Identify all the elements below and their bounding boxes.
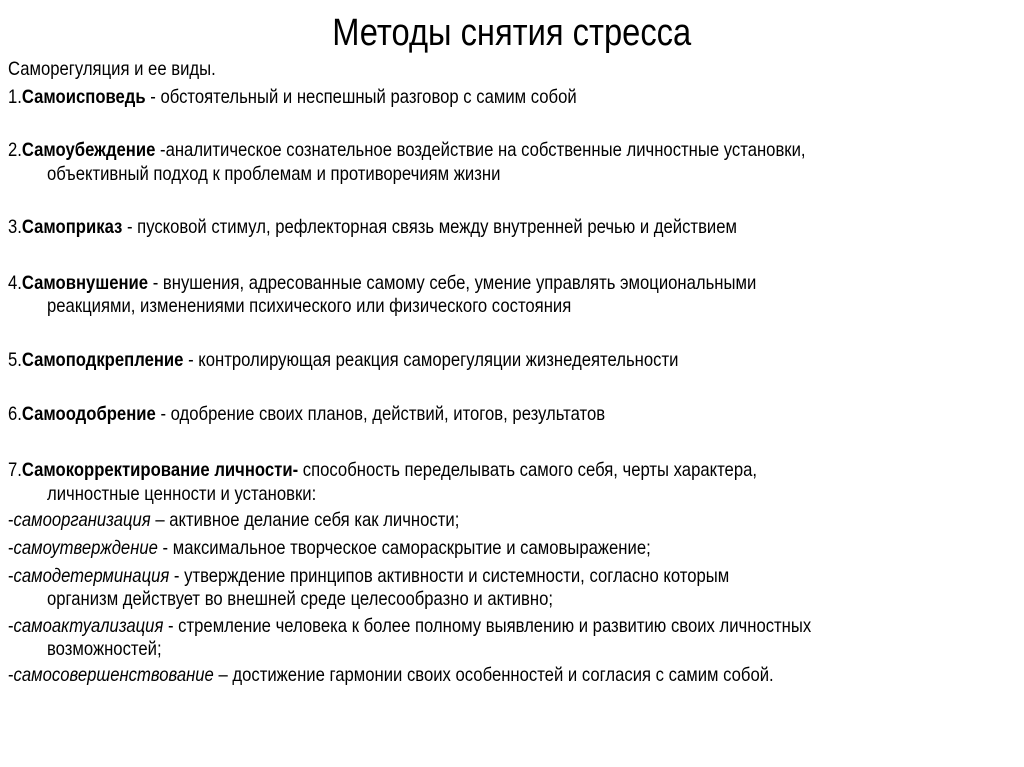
- subitem-desc: - максимальное творческое самораскрытие и самовыражение;: [157, 537, 651, 559]
- method-desc: - обстоятельный и неспешный разговор с самим собой: [145, 86, 577, 108]
- method-desc: - пусковой стимул, рефлекторная связь между внутренней речью и действием: [122, 216, 737, 238]
- subitem-3-cont: организм действует во внешней среде целесообразно и активно;: [47, 588, 553, 610]
- method-term: Самоприказ: [21, 216, 123, 238]
- method-item-2-cont: объективный подход к проблемам и противоречиям жизни: [47, 163, 501, 185]
- method-item-6: 6.Самоодобрение - одобрение своих планов, действий, итогов, результатов: [8, 403, 606, 425]
- subitem-2: -самоутверждение - максимальное творческое самораскрытие и самовыражение;: [8, 537, 651, 559]
- method-desc: - одобрение своих планов, действий, итогов, результатов: [155, 403, 606, 425]
- subitem-desc: – активное делание себя как личности;: [150, 509, 460, 531]
- method-desc: - контролирующая реакция саморегуляции жизнедеятельности: [183, 349, 679, 371]
- method-term: Самоисповедь: [21, 86, 146, 108]
- subitem-desc: - стремление человека к более полному выявлению и развитию своих личностных: [163, 615, 812, 637]
- subitem-term: самодетерминация: [13, 565, 170, 587]
- subitem-5: -самосовершенствование – достижение гармонии своих особенностей и согласия с самим собой.: [8, 664, 774, 686]
- method-term: Самоодобрение: [21, 403, 156, 425]
- subitem-term: самоорганизация: [13, 509, 151, 531]
- method-item-7-cont: личностные ценности и установки:: [47, 483, 317, 505]
- method-item-5: 5.Самоподкрепление - контролирующая реакция саморегуляции жизнедеятельности: [8, 349, 679, 371]
- method-term: Самоподкрепление: [21, 349, 184, 371]
- subitem-4: -самоактуализация - стремление человека к более полному выявлению и развитию своих личностных: [8, 615, 812, 637]
- subitem-desc: - утверждение принципов активности и системности, согласно которым: [169, 565, 730, 587]
- method-item-3: 3.Самоприказ - пусковой стимул, рефлекторная связь между внутренней речью и действием: [8, 216, 737, 238]
- method-term: Самоубеждение: [21, 139, 156, 161]
- method-term: Самокорректирование личности-: [21, 459, 299, 481]
- slide-title: [0, 8, 1024, 58]
- method-desc: способность переделывать самого себя, черты характера,: [298, 459, 758, 481]
- method-item-4: 4.Самовнушение - внушения, адресованные самому себе, умение управлять эмоциональными: [8, 272, 757, 294]
- method-desc: - внушения, адресованные самому себе, умение управлять эмоциональными: [148, 272, 757, 294]
- subitem-term: самоактуализация: [13, 615, 164, 637]
- method-term: Самовнушение: [21, 272, 149, 294]
- subitem-term: самосовершенствование: [13, 664, 214, 686]
- method-item-4-cont: реакциями, изменениями психического или физического состояния: [47, 295, 572, 317]
- subitem-desc: – достижение гармонии своих особенностей и согласия с самим собой.: [213, 664, 774, 686]
- subitem-4-cont: возможностей;: [47, 638, 162, 660]
- subitem-3: -самодетерминация - утверждение принципов активности и системности, согласно которым: [8, 565, 730, 587]
- method-item-1: 1.Самоисповедь - обстоятельный и неспешный разговор с самим собой: [8, 86, 577, 108]
- slide-title-text: Методы снятия стресса: [332, 12, 692, 54]
- subitem-1: -самоорганизация – активное делание себя как личности;: [8, 509, 460, 531]
- method-item-7: 7.Самокорректирование личности- способность переделывать самого себя, черты характера,: [8, 459, 758, 481]
- subitem-term: самоутверждение: [13, 537, 158, 559]
- intro-text: Саморегуляция и ее виды.: [8, 58, 216, 80]
- method-desc: -аналитическое сознательное воздействие на собственные личностные установки,: [155, 139, 806, 161]
- method-item-2: 2.Самоубеждение -аналитическое сознательное воздействие на собственные личностные установки,: [8, 139, 806, 161]
